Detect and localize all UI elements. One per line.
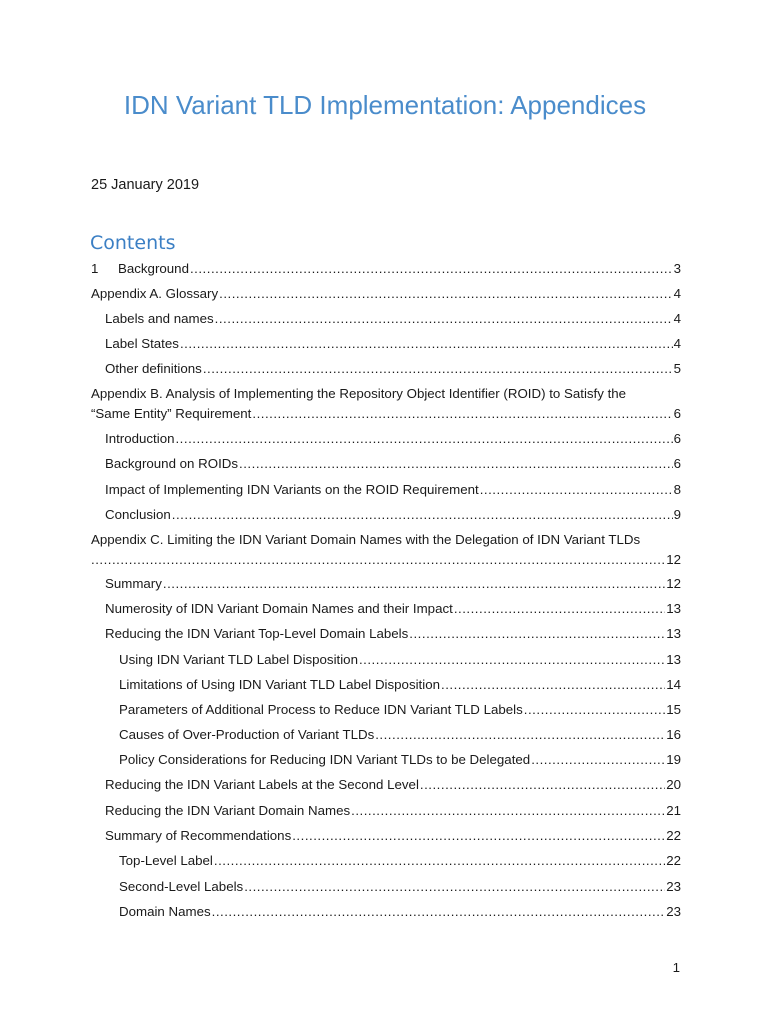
toc-entry-label: Summary of Recommendations bbox=[105, 828, 292, 843]
toc-entry-page: 22 bbox=[666, 853, 681, 868]
toc-entry-label: Label States bbox=[105, 336, 179, 351]
toc-entry-label: Top-Level Label bbox=[119, 853, 213, 868]
toc-entry-page: 4 bbox=[673, 311, 681, 326]
toc-dot-leader bbox=[175, 431, 672, 447]
toc-dot-leader bbox=[420, 777, 665, 793]
toc-dot-leader bbox=[292, 828, 665, 844]
toc-entry-label: Second-Level Labels bbox=[119, 879, 244, 894]
toc-entry-page: 13 bbox=[666, 652, 681, 667]
toc-entry-policy-considerations[interactable] bbox=[119, 752, 681, 768]
toc-entry-page: 13 bbox=[666, 626, 681, 641]
toc-entry-page: 23 bbox=[666, 879, 681, 894]
toc-entry-label-line2: “Same Entity” Requirement bbox=[91, 406, 252, 421]
toc-entry-page: 22 bbox=[666, 828, 681, 843]
toc-entry-label: Using IDN Variant TLD Label Disposition bbox=[119, 652, 358, 667]
toc-entry-label-line1: Appendix C. Limiting the IDN Variant Domain Names with the Delegation of IDN Variant TLDs bbox=[91, 532, 641, 547]
toc-entry-page: 14 bbox=[666, 677, 681, 692]
toc-dot-leader bbox=[375, 727, 665, 743]
toc-dot-leader bbox=[163, 576, 665, 592]
toc-dot-leader bbox=[239, 456, 673, 472]
toc-entry-page: 23 bbox=[666, 904, 681, 919]
toc-entry-label: Labels and names bbox=[105, 311, 214, 326]
toc-entry-label: Reducing the IDN Variant Top-Level Domain Labels bbox=[105, 626, 409, 641]
toc-entry-appendix-b[interactable] bbox=[91, 386, 681, 422]
document-title: IDN Variant TLD Implementation: Appendices bbox=[123, 90, 647, 120]
toc-entry-using-disposition[interactable] bbox=[119, 652, 681, 668]
toc-entry-label-states[interactable] bbox=[105, 336, 681, 352]
toc-dot-leader bbox=[215, 311, 673, 327]
toc-entry-label: Policy Considerations for Reducing IDN Variant TLDs to be Delegated bbox=[119, 752, 531, 767]
toc-entry-parameters-process[interactable] bbox=[119, 702, 681, 718]
toc-entry-label: Appendix A. Glossary bbox=[91, 286, 219, 301]
toc-entry-impact-roid[interactable] bbox=[105, 482, 681, 498]
toc-dot-leader bbox=[172, 507, 673, 523]
toc-entry-label: Background on ROIDs bbox=[105, 456, 239, 471]
toc-entry-page: 5 bbox=[673, 361, 681, 376]
toc-dot-leader bbox=[212, 904, 666, 920]
page-number: 1 bbox=[672, 960, 680, 975]
toc-entry-background-on-roids[interactable] bbox=[105, 456, 681, 472]
toc-entry-summary[interactable] bbox=[105, 576, 681, 592]
toc-entry-page: 13 bbox=[666, 601, 681, 616]
toc-dot-leader bbox=[214, 853, 665, 869]
toc-entry-page: 21 bbox=[666, 803, 681, 818]
toc-dot-leader bbox=[219, 286, 672, 302]
toc-entry-label: Impact of Implementing IDN Variants on the ROID Requirement bbox=[105, 482, 479, 497]
toc-entry-label: Background bbox=[118, 261, 189, 276]
toc-entry-reducing-domain-names[interactable] bbox=[105, 803, 681, 819]
toc-entry-page: 20 bbox=[666, 777, 681, 792]
toc-dot-leader bbox=[190, 261, 673, 277]
toc-entry-page: 4 bbox=[673, 286, 681, 301]
toc-dot-leader bbox=[252, 406, 672, 422]
toc-entry-second-level-labels[interactable] bbox=[119, 879, 681, 895]
toc-entry-other-definitions[interactable] bbox=[105, 361, 681, 377]
toc-dot-leader bbox=[454, 601, 665, 617]
contents-heading: Contents bbox=[90, 232, 176, 254]
toc-entry-reducing-second-level[interactable] bbox=[105, 777, 681, 793]
toc-entry-label: Other definitions bbox=[105, 361, 202, 376]
toc-entry-page: 19 bbox=[666, 752, 681, 767]
toc-entry-page: 8 bbox=[673, 482, 681, 497]
toc-entry-label: Conclusion bbox=[105, 507, 171, 522]
toc-entry-label: Numerosity of IDN Variant Domain Names and their Impact bbox=[105, 601, 453, 616]
toc-entry-label: Parameters of Additional Process to Reduce IDN Variant TLD Labels bbox=[119, 702, 523, 717]
toc-entry-page: 15 bbox=[666, 702, 681, 717]
toc-entry-page: 6 bbox=[673, 456, 681, 471]
toc-entry-page: 12 bbox=[666, 576, 681, 591]
toc-dot-leader bbox=[91, 552, 665, 568]
toc-entry-label: Domain Names bbox=[119, 904, 211, 919]
toc-dot-leader bbox=[351, 803, 665, 819]
toc-dot-leader bbox=[409, 626, 665, 642]
toc-entry-conclusion[interactable] bbox=[105, 507, 681, 523]
toc-dot-leader bbox=[203, 361, 673, 377]
toc-dot-leader bbox=[359, 652, 665, 668]
toc-entry-page: 4 bbox=[673, 336, 681, 351]
toc-dot-leader bbox=[180, 336, 673, 352]
toc-entry-label: Introduction bbox=[105, 431, 175, 446]
toc-entry-label: Causes of Over-Production of Variant TLDs bbox=[119, 727, 375, 742]
toc-dot-leader bbox=[480, 482, 673, 498]
toc-entry-reducing-top-level[interactable] bbox=[105, 626, 681, 642]
toc-entry-domain-names[interactable] bbox=[119, 904, 681, 920]
toc-entry-page: 6 bbox=[673, 431, 681, 446]
toc-dot-leader bbox=[531, 752, 665, 768]
toc-entry-number: 1 bbox=[91, 261, 99, 276]
toc-entry-page: 16 bbox=[666, 727, 681, 742]
toc-entry-page: 6 bbox=[673, 406, 681, 421]
toc-dot-leader bbox=[244, 879, 665, 895]
toc-entry-labels-and-names[interactable] bbox=[105, 311, 681, 327]
toc-entry-label: Reducing the IDN Variant Domain Names bbox=[105, 803, 351, 818]
toc-entry-label-line1: Appendix B. Analysis of Implementing the Repository Object Identifier (ROID) to Satisfy the bbox=[91, 386, 627, 401]
toc-entry-label: Summary bbox=[105, 576, 162, 591]
toc-entry-top-level-label[interactable] bbox=[119, 853, 681, 869]
toc-entry-label: Limitations of Using IDN Variant TLD Label Disposition bbox=[119, 677, 440, 692]
toc-entry-introduction[interactable] bbox=[105, 431, 681, 447]
toc-dot-leader bbox=[441, 677, 665, 693]
toc-dot-leader bbox=[524, 702, 665, 718]
toc-entry-causes-over-production[interactable] bbox=[119, 727, 681, 743]
toc-entry-page: 3 bbox=[673, 261, 681, 276]
document-date: 25 January 2019 bbox=[91, 177, 200, 193]
toc-entry-appendix-c[interactable] bbox=[91, 532, 681, 568]
toc-entry-page: 9 bbox=[673, 507, 681, 522]
toc-entry-background[interactable] bbox=[91, 261, 681, 277]
toc-entry-page: 12 bbox=[666, 552, 681, 567]
toc-entry-summary-recommendations[interactable] bbox=[105, 828, 681, 844]
toc-entry-appendix-a[interactable] bbox=[91, 286, 681, 302]
toc-entry-limitations-disposition[interactable] bbox=[119, 677, 681, 693]
toc-entry-numerosity[interactable] bbox=[105, 601, 681, 617]
toc-entry-label: Reducing the IDN Variant Labels at the Second Level bbox=[105, 777, 419, 792]
